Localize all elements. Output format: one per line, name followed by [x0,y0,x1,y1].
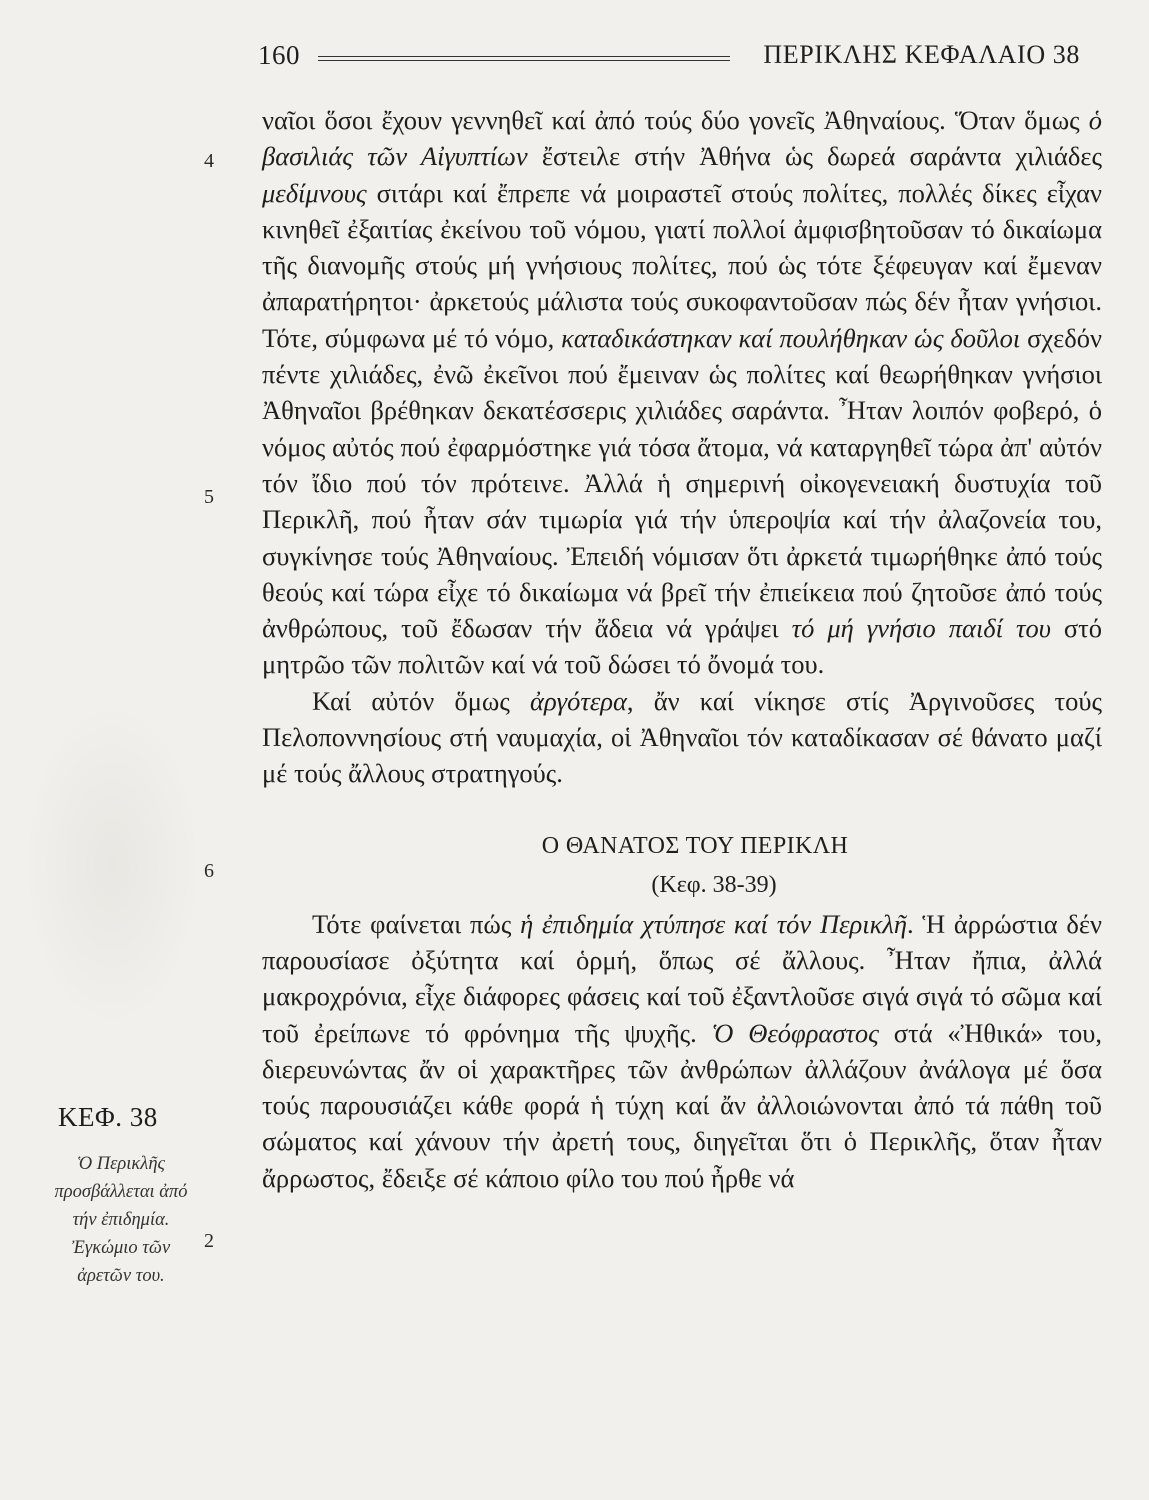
running-head: ΠΕΡΙΚΛΗΣ ΚΕΦΑΛΑΙΟ 38 [763,40,1080,69]
bleed-through-shadow [22,700,202,1030]
page-header [258,36,1080,76]
margin-chapter-label: ΚΕΦ. 38 [58,1102,158,1132]
paragraph: Τότε φαίνεται πώς ἡ ἐπιδημία χτύπησε καί τόν Περικλῆ. Ἡ ἀρρώστια δέν παρουσίασε ὀξύτητα καί ὁρμή, ὅπως σέ ἄλλους. Ἦταν ἤπια, ἀλλά μακροχρόνια, εἶχε διάφορες φάσεις καί τοῦ ἐξαντλοῦσε σιγά σιγά τό σῶμα καί τοῦ ἐρείπωνε τό φρόνημα τῆς ψυχῆς. Ὁ Θεόφραστος στά «Ἠθικά» του, διερευνώντας ἄν οἱ χαρακτῆρες τῶν ἀνθρώπων ἀλλάζουν ἀνάλογα μέ ὅσα τούς παρουσιάζει κάθε φορά ἡ τύχη καί ἄν ἀλλοιώνονται ἀπό τά πάθη τοῦ σώματος καί χάνουν τήν ἀρετή τους, διηγεῖται ὅτι ὁ Περικλῆς, ὅταν ἦταν ἄρρωστος, ἔδειξε σέ κάποιο φίλο του πού ἦρθε νά [262,908,1103,1193]
section-title: Ο ΘΑΝΑΤΟΣ ΤΟΥ ΠΕΡΙΚΛΗ [541,832,849,859]
italic-term: Ὁ Θεόφραστος [711,1017,879,1048]
italic-term: καταδικάστηκαν καί πουλήθηκαν ὡς δοῦλοι [561,322,1021,353]
section-subtitle: (Κεφ. 38-39) [651,871,777,898]
main-text [262,102,1102,1196]
margin-line-number: 5 [204,486,214,508]
italic-term: μεδίμνους [262,177,367,208]
margin-line-number: 2 [204,1230,214,1252]
italic-term: τό μή γνήσιο παιδί του [791,613,1051,644]
header-double-rule [318,56,730,61]
margin-line-number: 6 [204,860,214,882]
paragraph: ναῖοι ὅσοι ἔχουν γεννηθεῖ καί ἀπό τούς δύο γονεῖς Ἀθηναίους. Ὅταν ὅμως ὁ βασιλιάς τῶν Αἰγυπτίων ἔστειλε στήν Ἀθήνα ὡς δωρεά σαράντα χιλιάδες μεδίμνους σιτάρι καί ἔπρεπε νά μοιραστεῖ στούς πολίτες, πολλές δίκες εἶχαν κινηθεῖ ἐξαιτίας ἐκείνου τοῦ νόμου, γιατί πολλοί ἀμφισβητοῦσαν τό δικαίωμα τῆς διανομῆς στούς μή γνήσιους πολίτες, πού ὡς τότε ξέφευγαν καί ἔμεναν ἀπαρατήρητοι· ἀρκετούς μάλιστα τούς συκοφαντοῦσαν πώς δέν ἦταν γνήσιοι. Τότε, σύμφωνα μέ τό νόμο, καταδικάστηκαν καί πουλήθηκαν ὡς δοῦλοι σχεδόν πέντε χιλιάδες, ἐνῶ ἐκεῖνοι πού ἔμειναν ὡς πολίτες καί θεωρήθηκαν γνήσιοι Ἀθηναῖοι βρέθηκαν δεκατέσσερις χιλιάδες σαράντα. Ἦταν λοιπόν φοβερό, ὁ νόμος αὐτός πού ἐφαρμόστηκε γιά τόσα ἄτομα, νά καταργηθεῖ τώρα ἀπ' αὐτόν τόν ἴδιο πού τόν πρότεινε. Ἀλλά ἡ σημερινή οἰκογενειακή δυστυχία τοῦ Περικλῆ, πού ἦταν σάν τιμωρία γιά τήν ὑπεροψία καί τήν ἀλαζονεία του, συγκίνησε τούς Ἀθηναίους. Ἐπειδή νόμισαν ὅτι ἀρκετά τιμωρήθηκε ἀπό τούς θεούς καί τώρα εἶχε τό δικαίωμα νά βρεῖ τήν ἐπιείκεια πού ζητοῦσε ἀπό τούς ἀνθρώπους, τοῦ ἔδωσαν τήν ἄδεια νά γράψει τό μή γνήσιο παιδί του στό μητρῶο τῶν πολιτῶν καί νά τοῦ δώσει τό ὄνομά του. [262,105,1103,680]
italic-term: ὁ βασιλιάς τῶν Αἰγυπτίων [262,105,1102,172]
page-number: 160 [258,40,300,70]
margin-side-note: Ὁ Περικλῆς προσβάλλεται ἀπό τήν ἐπιδημία. Ἐγκώμιο τῶν ἀρετῶν του. [54,1154,188,1286]
paragraph: Καί αὐτόν ὅμως ἀργότερα, ἄν καί νίκησε στίς Ἀργινοῦσες τούς Πελοποννησίους στή ναυμαχία, οἱ Ἀθηναῖοι τόν καταδίκασαν σέ θάνατο μαζί μέ τούς ἄλλους στρατηγούς. [262,685,1102,789]
italic-term: ἀργότερα [530,685,627,716]
margin-line-number: 4 [204,150,214,172]
italic-term: ἡ ἐπιδημία χτύπησε καί τόν Περικλῆ [520,908,907,939]
